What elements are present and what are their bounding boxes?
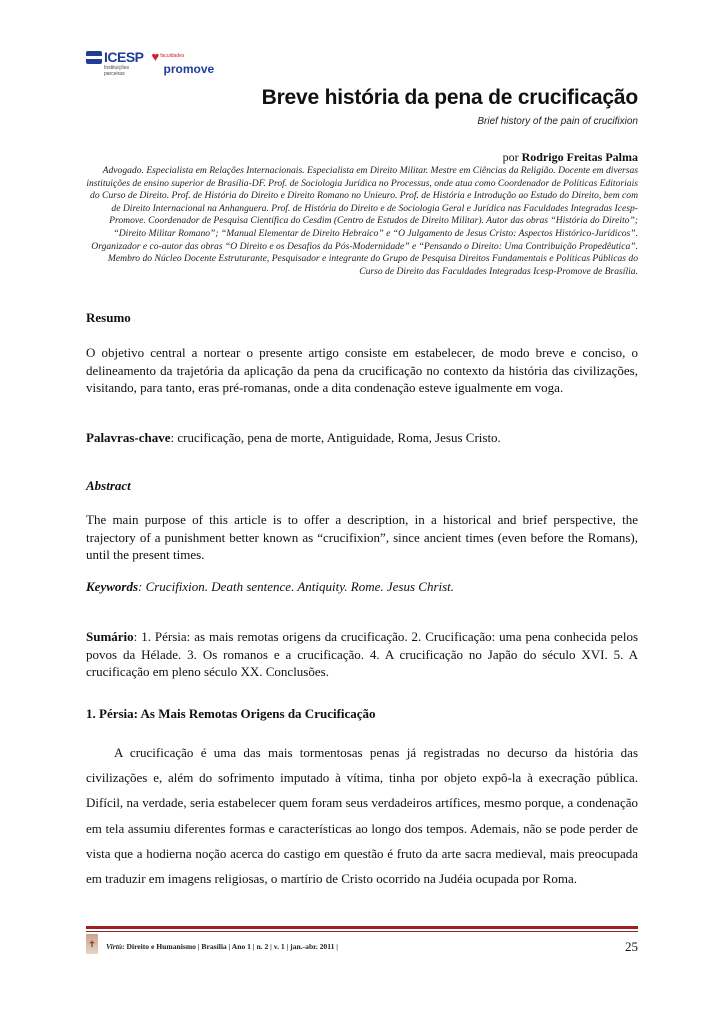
footer-citation-details: : Direito e Humanismo | Brasília | Ano 1 | n. 2 | v. 1 | jan.-abr. 2011 |	[122, 942, 338, 951]
icesp-logo-tagline: Instituições parceiras	[104, 65, 130, 77]
sumario-label: Sumário	[86, 629, 134, 644]
header-logos	[86, 49, 215, 80]
sumario-text: : 1. Pérsia: as mais remotas origens da crucificação. 2. Crucificação: uma pena conhecida pelos povos da Hélade. 3. Os romanos e a crucificação. 4. A crucificação no Japão do século XVI. 5. A crucificação em pleno século XX. Conclusões.	[86, 629, 638, 679]
article-title: Breve história da pena de crucificação	[261, 86, 638, 109]
section-1-text: A crucificação é uma das mais tormentosas penas já registradas no decurso da história das civilizações e, além do sofrimento imputado à vítima, tinha por objeto expô-la à execração pública. Difícil, na verdade, seria estabelecer quem foram seus verdadeiros artífices, mesmo porque, a condenação em tela assumiu diferentes formas e características ao longo dos tempos. Ademais, não se pode perder de vista que a hodierna noção acerca do castigo em questão é fruto da arte sacra medieval, mais preocupada em traduzir em imagens religiosas, o martírio de Cristo ocorrido na Judéia ocupada por Roma.	[86, 745, 638, 887]
icesp-logo-mark	[86, 51, 102, 64]
abstract-keywords	[86, 578, 638, 596]
sumario	[86, 628, 638, 681]
promove-logo-text: promove	[163, 62, 215, 76]
author-name: Rodrigo Freitas Palma	[521, 150, 638, 164]
abstract-keywords-label: Keywords	[86, 579, 138, 594]
icesp-logo	[86, 50, 144, 77]
abstract-text: The main purpose of this article is to offer a description, in a historical and brief perspective, the trajectory of a punishment better known as “crucifixion”, since ancient times (even before the Romans), until the present times.	[86, 512, 638, 562]
resumo-keywords-label: Palavras-chave	[86, 430, 171, 445]
abstract-heading: Abstract	[86, 478, 131, 493]
promove-heart-icon: ♥	[151, 49, 160, 64]
author-bio: Advogado. Especialista em Relações Internacionais. Especialista em Direito Militar. Mestre em Ciências da Religião. Docente em diversas instituições de ensino superior de Brasília-DF. Prof. de Sociologia Jurídica no Processus, onde atua como Coordenador de Políticas Editoriais do Curso de Direito. Prof. de História do Direito e Direito Romano no Unieuro. Prof. de História e Introdução ao Estudo do Direito, bem com de Direito Internacional na Anhanguera. Prof. de História do Direito e de Sociologia Geral e Jurídica nas Faculdades Integradas Icesp-Promove. Coordenador de Pesquisa Científica do Cesdim (Centro de Estudos de Direito Militar). Autor das obras “História do Direito”; “Direito Militar Romano”; “Manual Elementar de Direito Hebraico” e “O Julgamento de Jesus Cristo: Aspectos Histórico-Jurídicos”. Organizador e co-autor das obras “O Direito e os Desafios da Pós-Modernidade” e “Pensando o Direito: Uma Contribuição Propedêutica”. Membro do Núcleo Docente Estruturante, Pesquisador e integrante do Grupo de Pesquisa Direitos Fundamentais e Políticas Públicas do Curso de Direito das Faculdades Integradas Icesp-Promove de Brasília.	[86, 165, 638, 277]
footer-rule	[86, 926, 638, 929]
author-line	[503, 150, 638, 165]
section-1-heading: 1. Pérsia: As Mais Remotas Origens da Crucificação	[86, 706, 376, 721]
footer-citation	[106, 942, 338, 951]
resumo-heading: Resumo	[86, 310, 131, 325]
resumo-keywords	[86, 429, 638, 447]
article-subtitle: Brief history of the pain of crucifixion	[477, 116, 638, 127]
footer-journal-name: Virtù	[106, 942, 123, 951]
icesp-logo-text: ICESP	[104, 49, 144, 65]
journal-emblem-icon: ✝	[86, 934, 98, 954]
resumo-text: O objetivo central a nortear o presente artigo consiste em estabelecer, de modo breve e conciso, o delineamento da trajetória da aplicação da pena da crucificação no contexto da história das civilizações, visitando, para tanto, eras pré-romanas, onde a dita condenação esteve igualmente em voga.	[86, 345, 638, 395]
resumo-keywords-values: : crucificação, pena de morte, Antiguidade, Roma, Jesus Cristo.	[170, 430, 501, 445]
footer-rule-thin	[86, 931, 638, 932]
promove-logo-prefix: faculdades	[160, 53, 185, 59]
author-prefix: por	[502, 150, 519, 164]
page-number: 25	[625, 939, 638, 954]
abstract-keywords-values: : Crucifixion. Death sentence. Antiquity. Rome. Jesus Christ.	[138, 579, 455, 594]
promove-logo	[152, 50, 215, 75]
